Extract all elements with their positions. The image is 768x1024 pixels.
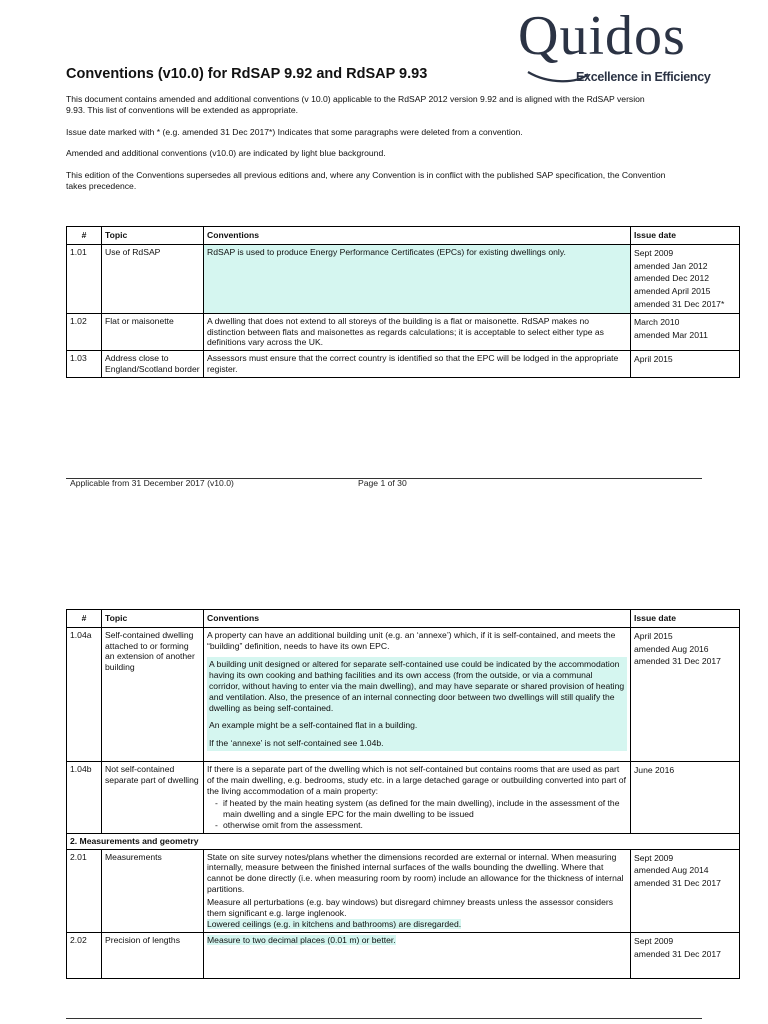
row-issue-dates <box>631 761 740 833</box>
row-convention <box>204 849 631 933</box>
issue-date: March 2010 <box>634 316 680 327</box>
issue-date: amended 31 Dec 2017* <box>634 298 725 309</box>
table-row <box>67 244 740 313</box>
issue-date: amended Dec 2012 <box>634 273 710 284</box>
issue-date: amended Aug 2016 <box>634 643 709 654</box>
table-row <box>67 849 740 933</box>
list-item: - otherwise omit from the assessment. <box>215 820 627 831</box>
issue-date: Sept 2009 <box>634 852 674 863</box>
footer-page-number: Page 1 of 30 <box>358 478 407 488</box>
intro-text <box>66 94 666 202</box>
header-topic: Topic <box>102 227 204 245</box>
issue-date: April 2015 <box>634 354 673 365</box>
conventions-table-page-2 <box>66 609 740 979</box>
logo-wordmark: Quidos <box>518 5 686 67</box>
row-topic: Flat or maisonette <box>102 313 204 350</box>
table-row <box>67 351 740 378</box>
row-topic: Not self-contained separate part of dwelling <box>102 761 204 833</box>
row-convention: RdSAP is used to produce Energy Performance Certificates (EPCs) for existing dwellings only. <box>204 244 631 313</box>
convention-paragraph: An example might be a self-contained flat in a building. <box>209 720 418 731</box>
table-row <box>67 627 740 761</box>
issue-date: amended 31 Dec 2017 <box>634 878 721 889</box>
intro-paragraph: Issue date marked with * (e.g. amended 31 Dec 2017*) Indicates that some paragraphs were deleted from a convention. <box>66 126 523 137</box>
row-number: 1.04a <box>67 627 102 761</box>
issue-date: amended Mar 2011 <box>634 329 708 340</box>
intro-paragraph: This edition of the Conventions supersedes all previous editions and, where any Convention is in conflict with the published SAP specification, the Convention takes precedence. <box>66 169 666 191</box>
row-topic: Use of RdSAP <box>102 244 204 313</box>
convention-paragraph: State on site survey notes/plans whether the dimensions recorded are external or internal. When measuring internally, measure between the finished internal surfaces of the walls bounding the dwelling. Where that cannot be done directly (i.e. when measuring room by room) include an allowance for the thickness of internal partitions. <box>207 851 624 894</box>
conventions-table-page-1 <box>66 226 740 378</box>
header-issue-date: Issue date <box>631 227 740 245</box>
row-convention <box>204 627 631 761</box>
row-number: 1.01 <box>67 244 102 313</box>
convention-paragraph: A property can have an additional building unit (e.g. an ‘annexe’) which, if it is self-contained, and meets the “building” definition, needs to have its own EPC. <box>207 629 616 651</box>
issue-date: amended 31 Dec 2017 <box>634 948 721 959</box>
row-number: 1.03 <box>67 351 102 378</box>
row-convention <box>204 761 631 833</box>
header-topic: Topic <box>102 610 204 628</box>
issue-date: April 2015 <box>634 630 673 641</box>
row-issue-dates <box>631 933 740 979</box>
table-row <box>67 313 740 350</box>
intro-paragraph: This document contains amended and additional conventions (v 10.0) applicable to the RdSAP 2012 version 9.92 and is aligned with the RdSAP version 9.93. This list of conventions will be extended as appropriate. <box>66 94 645 115</box>
row-topic: Self-contained dwelling attached to or forming an extension of another building <box>102 627 204 761</box>
convention-paragraph: Measure all perturbations (e.g. bay windows) but disregard chimney breasts unless the assessor considers them significant e.g. large inglenook. <box>207 896 614 918</box>
highlighted-text: Lowered ceilings (e.g. in kitchens and bathrooms) are disregarded. <box>207 919 462 930</box>
table-header-row <box>67 227 740 245</box>
section-heading-row <box>67 833 740 849</box>
issue-date: June 2016 <box>634 764 675 775</box>
table-row <box>67 933 740 979</box>
section-heading: 2. Measurements and geometry <box>67 833 740 849</box>
row-topic: Address close to England/Scotland border <box>102 351 204 378</box>
table-row <box>67 761 740 833</box>
issue-date: amended Aug 2014 <box>634 865 709 876</box>
issue-date: amended Jan 2012 <box>634 260 708 271</box>
issue-date: amended 31 Dec 2017 <box>634 656 721 667</box>
header-conventions: Conventions <box>204 610 631 628</box>
row-issue-dates <box>631 627 740 761</box>
row-issue-dates <box>631 313 740 350</box>
row-number: 2.02 <box>67 933 102 979</box>
document-title: Conventions (v10.0) for RdSAP 9.92 and RdSAP 9.93 <box>66 66 428 82</box>
table-header-row <box>67 610 740 628</box>
highlighted-text: Measure to two decimal places (0.01 m) or better. <box>207 935 396 946</box>
row-number: 1.02 <box>67 313 102 350</box>
intro-paragraph: Amended and additional conventions (v10.0) are indicated by light blue background. <box>66 148 386 158</box>
row-number: 2.01 <box>67 849 102 933</box>
highlighted-block <box>207 657 627 751</box>
footer-rule <box>66 1018 702 1019</box>
convention-paragraph: If the ‘annexe’ is not self-contained see 1.04b. <box>209 738 384 749</box>
row-issue-dates <box>631 351 740 378</box>
issue-date: amended April 2015 <box>634 286 711 297</box>
row-convention <box>204 933 631 979</box>
row-convention: A dwelling that does not extend to all storeys of the building is a flat or maisonette. RdSAP makes no distinction between flats and maisonettes as regards calculations; it is acceptable to select either type as definitions vary across the UK. <box>204 313 631 350</box>
header-number: # <box>67 610 102 628</box>
header-issue-date: Issue date <box>631 610 740 628</box>
convention-paragraph: A building unit designed or altered for separate self-contained use could be indicated by the accommodation having its own cooking and bathing facilities and its own access (from the outside, or via a communal corridor, without having to enter via the main dwelling), and may have separate or shared provision of heating and ventilation. Also, the presence of an internal connecting door between two dwellings will still qualify the dwelling as being self-contained. <box>209 659 625 713</box>
logo-tagline: Excellence in Efficiency <box>576 70 711 84</box>
row-topic: Precision of lengths <box>102 933 204 979</box>
list-item: - if heated by the main heating system (as defined for the main dwelling), include in the assessment of the main dwelling and a single EPC for the main dwelling to be issued <box>215 798 627 820</box>
row-number: 1.04b <box>67 761 102 833</box>
convention-paragraph: If there is a separate part of the dwelling which is not self-contained but contains rooms that are used as part of the main dwelling, e.g. bedrooms, study etc. in a large detached garage or outbuilding converted into part of the living accommodation of a main property: <box>207 763 626 796</box>
row-convention: Assessors must ensure that the correct country is identified so that the EPC will be lodged in the appropriate register. <box>204 351 631 378</box>
row-issue-dates <box>631 849 740 933</box>
quidos-logo <box>518 5 728 88</box>
row-issue-dates <box>631 244 740 313</box>
row-topic: Measurements <box>102 849 204 933</box>
header-number: # <box>67 227 102 245</box>
issue-date: Sept 2009 <box>634 247 674 258</box>
issue-date: Sept 2009 <box>634 936 674 947</box>
footer-applicable: Applicable from 31 December 2017 (v10.0) <box>70 478 234 488</box>
bullet-list <box>207 798 627 830</box>
header-conventions: Conventions <box>204 227 631 245</box>
